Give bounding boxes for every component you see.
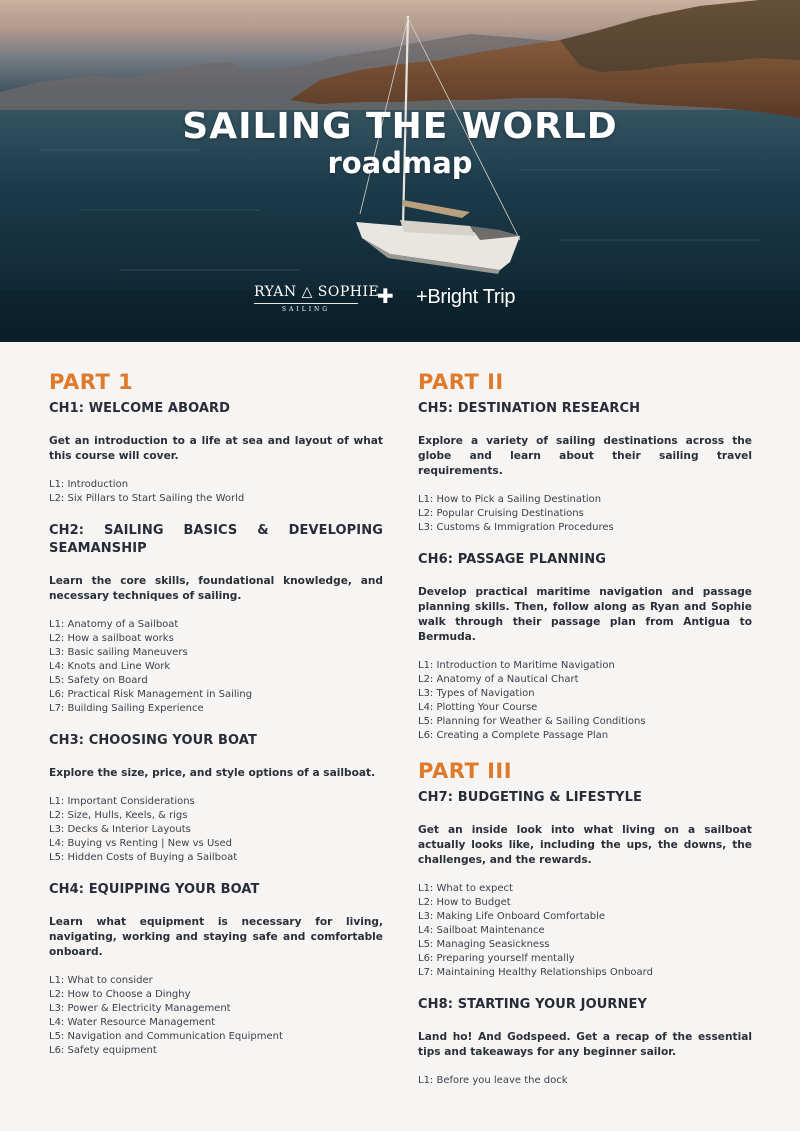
lesson-item: L7: Maintaining Healthy Relationships Onboard [418, 967, 653, 978]
lesson-item: L4: Knots and Line Work [49, 661, 171, 672]
hero-title: SAILING THE WORLD [182, 106, 618, 147]
chapter-description: Develop practical maritime navigation and passage planning skills. Then, follow along as Ryan and Sophie walk through their passage plan from Antigua to Bermuda. [418, 586, 752, 643]
chapter-2 [49, 522, 383, 716]
chapter-title: CH8: STARTING YOUR JOURNEY [418, 997, 648, 1012]
lesson-item: L1: Introduction to Maritime Navigation [418, 660, 615, 671]
part-1-heading: PART 1 [49, 370, 134, 394]
chapter-description: Explore a variety of sailing destinations across the globe and learn about their sailing travel requirements. [418, 435, 752, 477]
lesson-list [49, 795, 383, 865]
lesson-item: L3: Customs & Immigration Procedures [418, 522, 614, 533]
lesson-item: L1: Before you leave the dock [418, 1075, 568, 1086]
lesson-item: L5: Managing Seasickness [418, 939, 550, 950]
lesson-item: L2: How to Budget [418, 897, 511, 908]
part-2-heading: PART II [418, 370, 504, 394]
lesson-list [418, 493, 752, 535]
lesson-item: L1: Introduction [49, 479, 129, 490]
chapter-description: Get an inside look into what living on a sailboat actually looks like, including the ups, the downs, the challenges, and the rewards. [418, 824, 752, 866]
lesson-item: L6: Safety equipment [49, 1045, 157, 1056]
lesson-item: L2: How to Choose a Dinghy [49, 989, 191, 1000]
lesson-item: L2: Six Pillars to Start Sailing the World [49, 493, 245, 504]
chapter-description: Learn the core skills, foundational knowledge, and necessary techniques of sailing. [49, 575, 383, 602]
lesson-item: L4: Plotting Your Course [418, 702, 538, 713]
chapter-title: CH5: DESTINATION RESEARCH [418, 401, 641, 416]
chapter-1 [49, 400, 383, 506]
lesson-item: L3: Basic sailing Maneuvers [49, 647, 188, 658]
lesson-item: L6: Practical Risk Management in Sailing [49, 689, 253, 700]
lesson-item: L6: Preparing yourself mentally [418, 953, 575, 964]
lesson-item: L5: Safety on Board [49, 675, 148, 686]
lesson-item: L2: Popular Cruising Destinations [418, 508, 584, 519]
chapter-4 [49, 881, 383, 1058]
chapter-description: Get an introduction to a life at sea and layout of what this course will cover. [49, 435, 383, 462]
lesson-item: L4: Sailboat Maintenance [418, 925, 545, 936]
lesson-list [418, 882, 752, 980]
lesson-item: L3: Types of Navigation [418, 688, 535, 699]
chapter-description: Land ho! And Godspeed. Get a recap of the essential tips and takeaways for any beginner sailor. [418, 1031, 752, 1058]
hero-banner [0, 0, 800, 342]
lesson-list [49, 618, 383, 716]
lesson-item: L2: How a sailboat works [49, 633, 174, 644]
chapter-title: CH2: SAILING BASICS & DEVELOPING SEAMANSHIP [49, 523, 383, 556]
chapter-5 [418, 400, 752, 535]
lesson-item: L3: Making Life Onboard Comfortable [418, 911, 606, 922]
ryan-sophie-logo-text: RYAN △ SOPHIE [254, 284, 380, 300]
lesson-item: L5: Hidden Costs of Buying a Sailboat [49, 852, 238, 863]
chapter-title: CH7: BUDGETING & LIFESTYLE [418, 790, 642, 805]
chapter-description: Learn what equipment is necessary for living, navigating, working and staying safe and comfortable onboard. [49, 916, 383, 958]
lesson-item: L1: What to consider [49, 975, 153, 986]
ryan-sophie-logo-subtext: SAILING [281, 306, 331, 313]
lesson-item: L6: Creating a Complete Passage Plan [418, 730, 609, 741]
lesson-item: L1: What to expect [418, 883, 513, 894]
lesson-item: L1: Anatomy of a Sailboat [49, 619, 179, 630]
lesson-item: L4: Buying vs Renting | New vs Used [49, 838, 232, 849]
lesson-item: L2: Anatomy of a Nautical Chart [418, 674, 579, 685]
chapter-title: CH6: PASSAGE PLANNING [418, 552, 606, 567]
chapter-8 [418, 996, 752, 1088]
chapter-7 [418, 789, 752, 980]
lesson-list [49, 974, 383, 1058]
lesson-item: L5: Planning for Weather & Sailing Conditions [418, 716, 646, 727]
partner-logos [0, 280, 800, 324]
lesson-list [49, 478, 383, 506]
lesson-item: L7: Building Sailing Experience [49, 703, 204, 714]
chapter-6 [418, 551, 752, 743]
plus-icon: ✚ [377, 284, 394, 308]
left-column [49, 370, 383, 1074]
lesson-list [418, 1074, 752, 1088]
ryan-sophie-logo [254, 284, 380, 313]
part-3-heading: PART III [418, 759, 513, 783]
lesson-item: L3: Power & Electricity Management [49, 1003, 231, 1014]
bright-trip-logo: +Bright Trip [416, 286, 516, 308]
lesson-list [418, 659, 752, 743]
hero-subtitle: roadmap [327, 146, 473, 180]
lesson-item: L1: How to Pick a Sailing Destination [418, 494, 602, 505]
lesson-item: L5: Navigation and Communication Equipment [49, 1031, 283, 1042]
lesson-item: L3: Decks & Interior Layouts [49, 824, 191, 835]
right-column [418, 370, 752, 1104]
logo-divider [254, 303, 358, 304]
chapter-title: CH1: WELCOME ABOARD [49, 401, 231, 416]
lesson-item: L4: Water Resource Management [49, 1017, 216, 1028]
lesson-item: L2: Size, Hulls, Keels, & rigs [49, 810, 188, 821]
lesson-item: L1: Important Considerations [49, 796, 195, 807]
chapter-title: CH3: CHOOSING YOUR BOAT [49, 733, 257, 748]
chapter-description: Explore the size, price, and style options of a sailboat. [49, 767, 376, 779]
chapter-title: CH4: EQUIPPING YOUR BOAT [49, 882, 260, 897]
chapter-3 [49, 732, 383, 865]
